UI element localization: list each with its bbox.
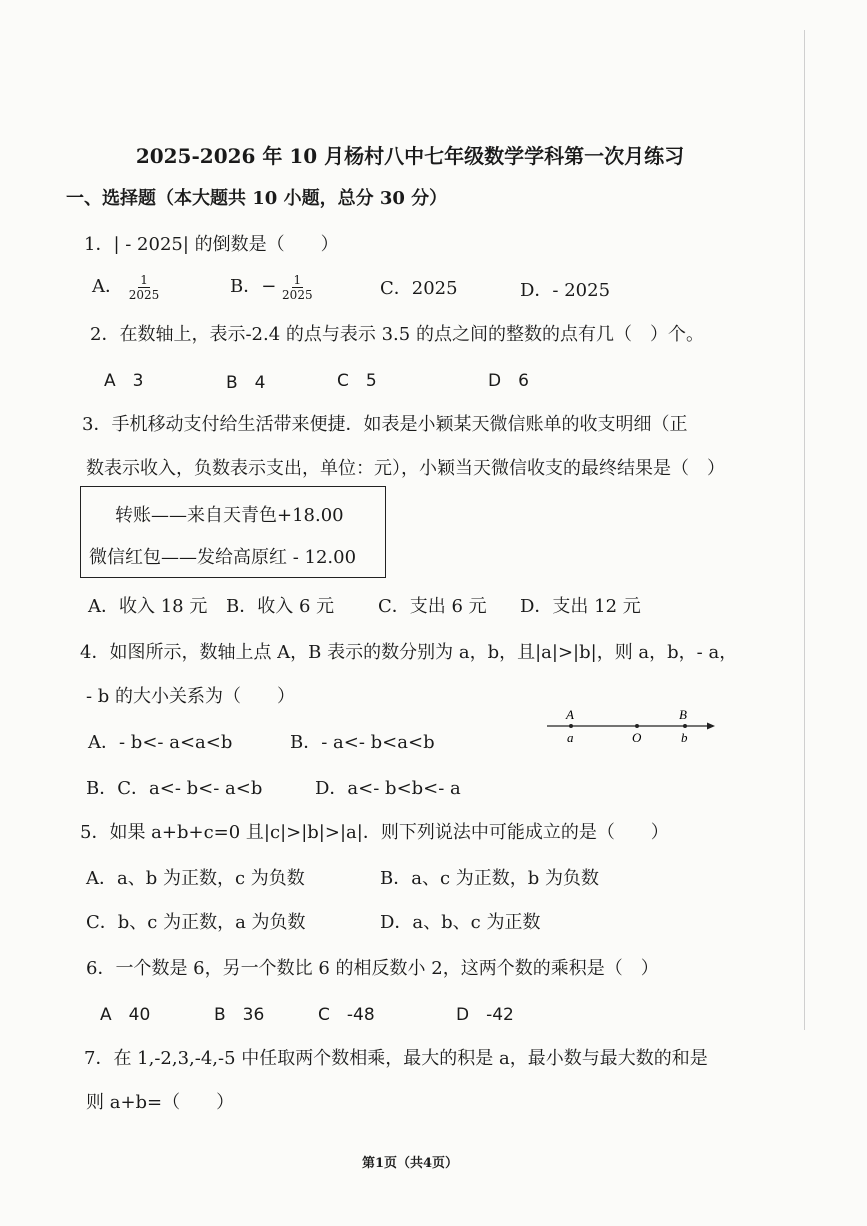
question-5-option-a: A．a、b 为正数，c 为负数 — [86, 868, 305, 889]
page-footer: 第1页（共4页） — [361, 1156, 459, 1171]
question-3-option-a: A．收入 18 元 — [88, 596, 208, 617]
question-1-option-d: D．- 2025 — [520, 280, 611, 301]
question-3-option-b: B．收入 6 元 — [226, 596, 335, 617]
page-title: 2025-2026 年 10 月杨村八中七年级数学学科第一次月练习 — [135, 144, 685, 168]
question-4-stem-line1: 4．如图所示，数轴上点 A，B 表示的数分别为 a，b，且|a|>|b|，则 a，b，- a， — [80, 642, 738, 663]
question-3-option-d: D．支出 12 元 — [520, 596, 641, 617]
page-edge-line — [804, 30, 805, 1030]
question-3-stem-line1: 3．手机移动支付给生活带来便捷．如表是小颖某天微信账单的收支明细（正 — [82, 414, 688, 435]
question-6-option-d: D -42 — [456, 1005, 514, 1025]
question-6-stem: 6．一个数是 6，另一个数比 6 的相反数小 2，这两个数的乘积是（ ） — [86, 958, 659, 979]
question-2-option-c: C 5 — [337, 371, 377, 391]
number-line-figure — [545, 704, 725, 748]
question-4-option-a: A．- b<- a<a<b — [88, 732, 233, 753]
question-6-option-b: B 36 — [214, 1005, 265, 1025]
point-a-dot — [569, 724, 573, 728]
fraction-numerator: 1 — [293, 272, 302, 287]
question-4-stem-line2: - b 的大小关系为（ ） — [86, 686, 296, 707]
option-b-label: B．− — [230, 276, 277, 297]
question-1-option-a — [92, 272, 159, 302]
fraction-denominator: 2025 — [128, 287, 160, 302]
question-5-option-b: B．a、c 为正数，b 为负数 — [380, 868, 600, 889]
fraction-numerator: 1 — [140, 272, 148, 287]
point-b-dot — [683, 724, 687, 728]
question-1-stem: 1．| - 2025| 的倒数是（ ） — [84, 234, 339, 255]
fraction — [282, 273, 313, 302]
question-4-option-c: B．C．a<- b<- a<b — [86, 778, 263, 799]
fraction-denominator: 2025 — [282, 287, 313, 302]
arrow-icon — [707, 723, 715, 730]
label-upper-a: A — [566, 707, 574, 722]
label-lower-b: b — [681, 730, 688, 745]
section-heading: 一、选择题（本大题共 10 小题，总分 30 分） — [66, 188, 448, 209]
option-a-label: A． — [92, 276, 123, 297]
question-5-stem: 5．如果 a+b+c=0 且|c|>|b|>|a|．则下列说法中可能成立的是（ ） — [80, 822, 669, 843]
label-upper-b: B — [679, 707, 687, 722]
question-3-stem-line2: 数表示收入，负数表示支出，单位：元），小颖当天微信收支的最终结果是（ ） — [86, 458, 725, 479]
question-1-option-c: C．2025 — [380, 278, 458, 299]
billing-row-1: 转账——来自天青色+18.00 — [115, 505, 344, 526]
question-5-option-c: C．b、c 为正数，a 为负数 — [86, 912, 306, 933]
question-2-stem: 2．在数轴上，表示-2.4 的点与表示 3.5 的点之间的整数的点有几（ ）个。 — [90, 324, 704, 345]
question-2-option-d: D 6 — [488, 371, 529, 391]
question-6-option-a: A 40 — [100, 1005, 151, 1025]
label-origin: O — [632, 730, 642, 745]
fraction — [129, 273, 160, 302]
question-1-option-b — [230, 272, 313, 302]
billing-row-2: 微信红包——发给高原红 - 12.00 — [89, 547, 357, 568]
question-4-option-d: D．a<- b<b<- a — [315, 778, 461, 799]
question-3-option-c: C．支出 6 元 — [378, 596, 487, 617]
question-7-stem-line1: 7．在 1,-2,3,-4,-5 中任取两个数相乘，最大的积是 a，最小数与最大数的和是 — [84, 1048, 708, 1069]
origin-dot — [635, 724, 639, 728]
question-5-option-d: D．a、b、c 为正数 — [380, 912, 541, 933]
question-2-option-b: B 4 — [226, 373, 266, 393]
question-2-option-a: A 3 — [104, 371, 144, 391]
billing-table — [80, 486, 386, 578]
question-7-stem-line2: 则 a+b=（ ） — [86, 1092, 235, 1113]
label-lower-a: a — [567, 730, 574, 745]
question-4-option-b: B．- a<- b<a<b — [290, 732, 435, 753]
question-6-option-c: C -48 — [318, 1005, 375, 1025]
